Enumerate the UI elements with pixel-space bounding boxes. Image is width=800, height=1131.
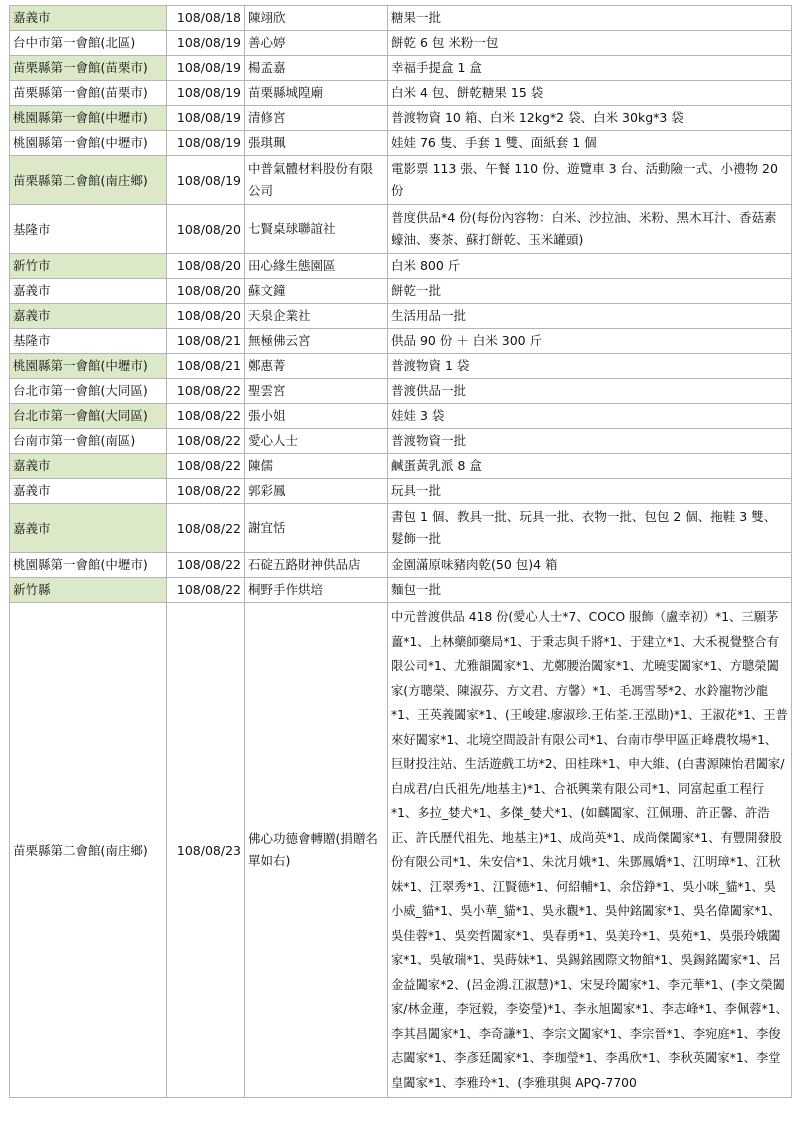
location-cell: 基隆市 <box>10 205 167 254</box>
date-cell: 108/08/20 <box>167 304 245 329</box>
donor-cell: 聖雲宮 <box>245 379 388 404</box>
items-cell: 餅乾一批 <box>388 279 792 304</box>
location-cell: 台北市第一會館(大同區) <box>10 404 167 429</box>
donor-cell: 郭彩鳳 <box>245 479 388 504</box>
table-row <box>10 404 792 429</box>
items-cell: 普渡物資 10 箱、白米 12kg*2 袋、白米 30kg*3 袋 <box>388 106 792 131</box>
donor-cell: 陳儒 <box>245 454 388 479</box>
table-row <box>10 106 792 131</box>
table-row <box>10 6 792 31</box>
table-row <box>10 205 792 254</box>
donor-cell: 清修宮 <box>245 106 388 131</box>
table-row <box>10 31 792 56</box>
items-cell: 白米 800 斤 <box>388 254 792 279</box>
donor-cell: 石碇五路財神供品店 <box>245 553 388 578</box>
date-cell: 108/08/20 <box>167 254 245 279</box>
table-row <box>10 81 792 106</box>
table-row <box>10 504 792 553</box>
table-row <box>10 304 792 329</box>
table-row <box>10 379 792 404</box>
date-cell: 108/08/19 <box>167 56 245 81</box>
location-cell: 嘉義市 <box>10 479 167 504</box>
location-cell: 苗栗縣第一會館(苗栗市) <box>10 81 167 106</box>
location-cell: 桃園縣第一會館(中壢市) <box>10 131 167 156</box>
donor-cell: 天泉企業社 <box>245 304 388 329</box>
date-cell: 108/08/19 <box>167 131 245 156</box>
table-row <box>10 429 792 454</box>
items-cell: 鹹蛋黃乳派 8 盒 <box>388 454 792 479</box>
table-row <box>10 578 792 603</box>
donor-cell: 田心緣生態園區 <box>245 254 388 279</box>
items-cell: 中元普渡供品 418 份(愛心人士*7、COCO 服飾（盧幸初）*1、三願茅薑*1、上林藥師藥局*1、于秉志與千將*1、于建立*1、大禾視覺整合有限公司*1、尤雅韻闔家*1、尤鄭腰治闔家*1、尤曉雯闔家*1、方聰榮闔家(方聰榮、陳淑芬、方文君、方馨）*1、毛馮雪琴*2、水鈴寵物沙龍*1、王英義闔家*1、(王峻建.廖淑珍.王佑荃.王泓勛)*1、王淑花*1、王普來好闔家*1、北境空間設計有限公司*1、台南市學甲區正峰農牧場*1、巨財投注站、生活遊戲工坊*2、田桂珠*1、申大維、(白書源陳怡君闔家/白成君/白氏祖先/地基主)*1、合祇興業有限公司*1、同富起重工程行*1、多拉_婪犬*1、多傑_婪犬*1、(如麟闔家、江佩珊、許正馨、許浩正、許氏歷代祖先、地基主)*1、成尚英*1、成尚傑闔家*1、有豐開發股份有限公司*1、朱安信*1、朱沈月娥*1、朱鄧鳳嬌*1、江明璋*1、江秋妹*1、江翠秀*1、江賢德*1、何紹輔*1、余岱錚*1、吳小咪_貓*1、吳小威_貓*1、吳小華_貓*1、吳永觀*1、吳仲銘闔家*1、吳名偉闔家*1、吳佳蓉*1、吳奕哲闔家*1、吳春勇*1、吳美玲*1、吳苑*1、吳張玲娥闔家*1、吳敏瑞*1、吳蒔妹*1、吳錫銘國際文物館*1、吳錫銘闔家*1、呂金益闔家*2、(呂金鴻.江淑慧)*1、宋旻玲闔家*1、李元華*1、(李文榮闔家/林金蓮，李冠毅，李姿瑩)*1、李永旭闔家*1、李志峰*1、李佩蓉*1、李其昌闔家*1、李奇謙*1、李宗文闔家*1、李宗晉*1、李宛庭*1、李俊志闔家*1、李彥廷闔家*1、李珈瑩*1、李禹欣*1、李秋英闔家*1、李堂皇闔家*1、李雅玲*1、(李雅琪與 APQ-7700 <box>388 603 792 1098</box>
location-cell: 嘉義市 <box>10 6 167 31</box>
location-cell: 嘉義市 <box>10 504 167 553</box>
items-cell: 電影票 113 張、午餐 110 份、遊覽車 3 台、活動險一式、小禮物 20 份 <box>388 156 792 205</box>
donor-cell: 中普氣體材料股份有限公司 <box>245 156 388 205</box>
date-cell: 108/08/22 <box>167 454 245 479</box>
items-cell: 幸福手提盒 1 盒 <box>388 56 792 81</box>
location-cell: 台南市第一會館(南區) <box>10 429 167 454</box>
date-cell: 108/08/19 <box>167 106 245 131</box>
donor-cell: 陳翊欣 <box>245 6 388 31</box>
donor-cell: 張琪珮 <box>245 131 388 156</box>
date-cell: 108/08/18 <box>167 6 245 31</box>
date-cell: 108/08/20 <box>167 205 245 254</box>
table-row <box>10 553 792 578</box>
location-cell: 苗栗縣第二會館(南庄鄉) <box>10 603 167 1098</box>
date-cell: 108/08/22 <box>167 553 245 578</box>
location-cell: 桃園縣第一會館(中壢市) <box>10 553 167 578</box>
location-cell: 苗栗縣第二會館(南庄鄉) <box>10 156 167 205</box>
date-cell: 108/08/21 <box>167 354 245 379</box>
location-cell: 苗栗縣第一會館(苗栗市) <box>10 56 167 81</box>
items-cell: 書包 1 個、教具一批、玩具一批、衣物一批、包包 2 個、拖鞋 3 雙、髮飾一批 <box>388 504 792 553</box>
location-cell: 新竹市 <box>10 254 167 279</box>
items-cell: 娃娃 3 袋 <box>388 404 792 429</box>
table-row <box>10 131 792 156</box>
items-cell: 普度供品*4 份(每份內容物：白米、沙拉油、米粉、黑木耳汁、香菇素蠔油、麥茶、蘇打餅乾、玉米罐頭) <box>388 205 792 254</box>
date-cell: 108/08/22 <box>167 379 245 404</box>
location-cell: 嘉義市 <box>10 454 167 479</box>
donor-cell: 謝宜恬 <box>245 504 388 553</box>
items-cell: 生活用品一批 <box>388 304 792 329</box>
donor-cell: 蘇文鐘 <box>245 279 388 304</box>
items-cell: 玩具一批 <box>388 479 792 504</box>
items-cell: 糖果一批 <box>388 6 792 31</box>
date-cell: 108/08/22 <box>167 578 245 603</box>
donor-cell: 佛心功德會轉贈(捐贈名單如右) <box>245 603 388 1098</box>
location-cell: 嘉義市 <box>10 279 167 304</box>
date-cell: 108/08/20 <box>167 279 245 304</box>
donor-cell: 桐野手作烘培 <box>245 578 388 603</box>
items-cell: 供品 90 份 ＋ 白米 300 斤 <box>388 329 792 354</box>
donor-cell: 七賢桌球聯誼社 <box>245 205 388 254</box>
donor-cell: 愛心人士 <box>245 429 388 454</box>
donor-cell: 鄭惠菁 <box>245 354 388 379</box>
items-cell: 普渡供品一批 <box>388 379 792 404</box>
date-cell: 108/08/23 <box>167 603 245 1098</box>
location-cell: 桃園縣第一會館(中壢市) <box>10 106 167 131</box>
date-cell: 108/08/22 <box>167 404 245 429</box>
date-cell: 108/08/21 <box>167 329 245 354</box>
table-row <box>10 254 792 279</box>
items-cell: 麵包一批 <box>388 578 792 603</box>
donation-table <box>9 5 792 1098</box>
location-cell: 台中市第一會館(北區) <box>10 31 167 56</box>
donor-cell: 張小姐 <box>245 404 388 429</box>
table-row <box>10 56 792 81</box>
donor-cell: 善心婷 <box>245 31 388 56</box>
date-cell: 108/08/22 <box>167 504 245 553</box>
donor-cell: 楊孟嘉 <box>245 56 388 81</box>
date-cell: 108/08/19 <box>167 31 245 56</box>
location-cell: 新竹縣 <box>10 578 167 603</box>
items-cell: 白米 4 包、餅乾糖果 15 袋 <box>388 81 792 106</box>
items-cell: 普渡物資一批 <box>388 429 792 454</box>
date-cell: 108/08/19 <box>167 156 245 205</box>
items-cell: 金園滿原味豬肉乾(50 包)4 箱 <box>388 553 792 578</box>
location-cell: 桃園縣第一會館(中壢市) <box>10 354 167 379</box>
items-cell: 娃娃 76 隻、手套 1 雙、面紙套 1 個 <box>388 131 792 156</box>
items-cell: 普渡物資 1 袋 <box>388 354 792 379</box>
table-row <box>10 354 792 379</box>
table-row <box>10 279 792 304</box>
table-row <box>10 329 792 354</box>
location-cell: 基隆市 <box>10 329 167 354</box>
location-cell: 嘉義市 <box>10 304 167 329</box>
date-cell: 108/08/22 <box>167 429 245 454</box>
donor-cell: 苗栗縣城隍廟 <box>245 81 388 106</box>
items-cell: 餅乾 6 包 米粉一包 <box>388 31 792 56</box>
table-row <box>10 156 792 205</box>
table-row <box>10 603 792 1098</box>
table-row <box>10 454 792 479</box>
location-cell: 台北市第一會館(大同區) <box>10 379 167 404</box>
date-cell: 108/08/22 <box>167 479 245 504</box>
table-row <box>10 479 792 504</box>
date-cell: 108/08/19 <box>167 81 245 106</box>
donor-cell: 無極佛云宮 <box>245 329 388 354</box>
